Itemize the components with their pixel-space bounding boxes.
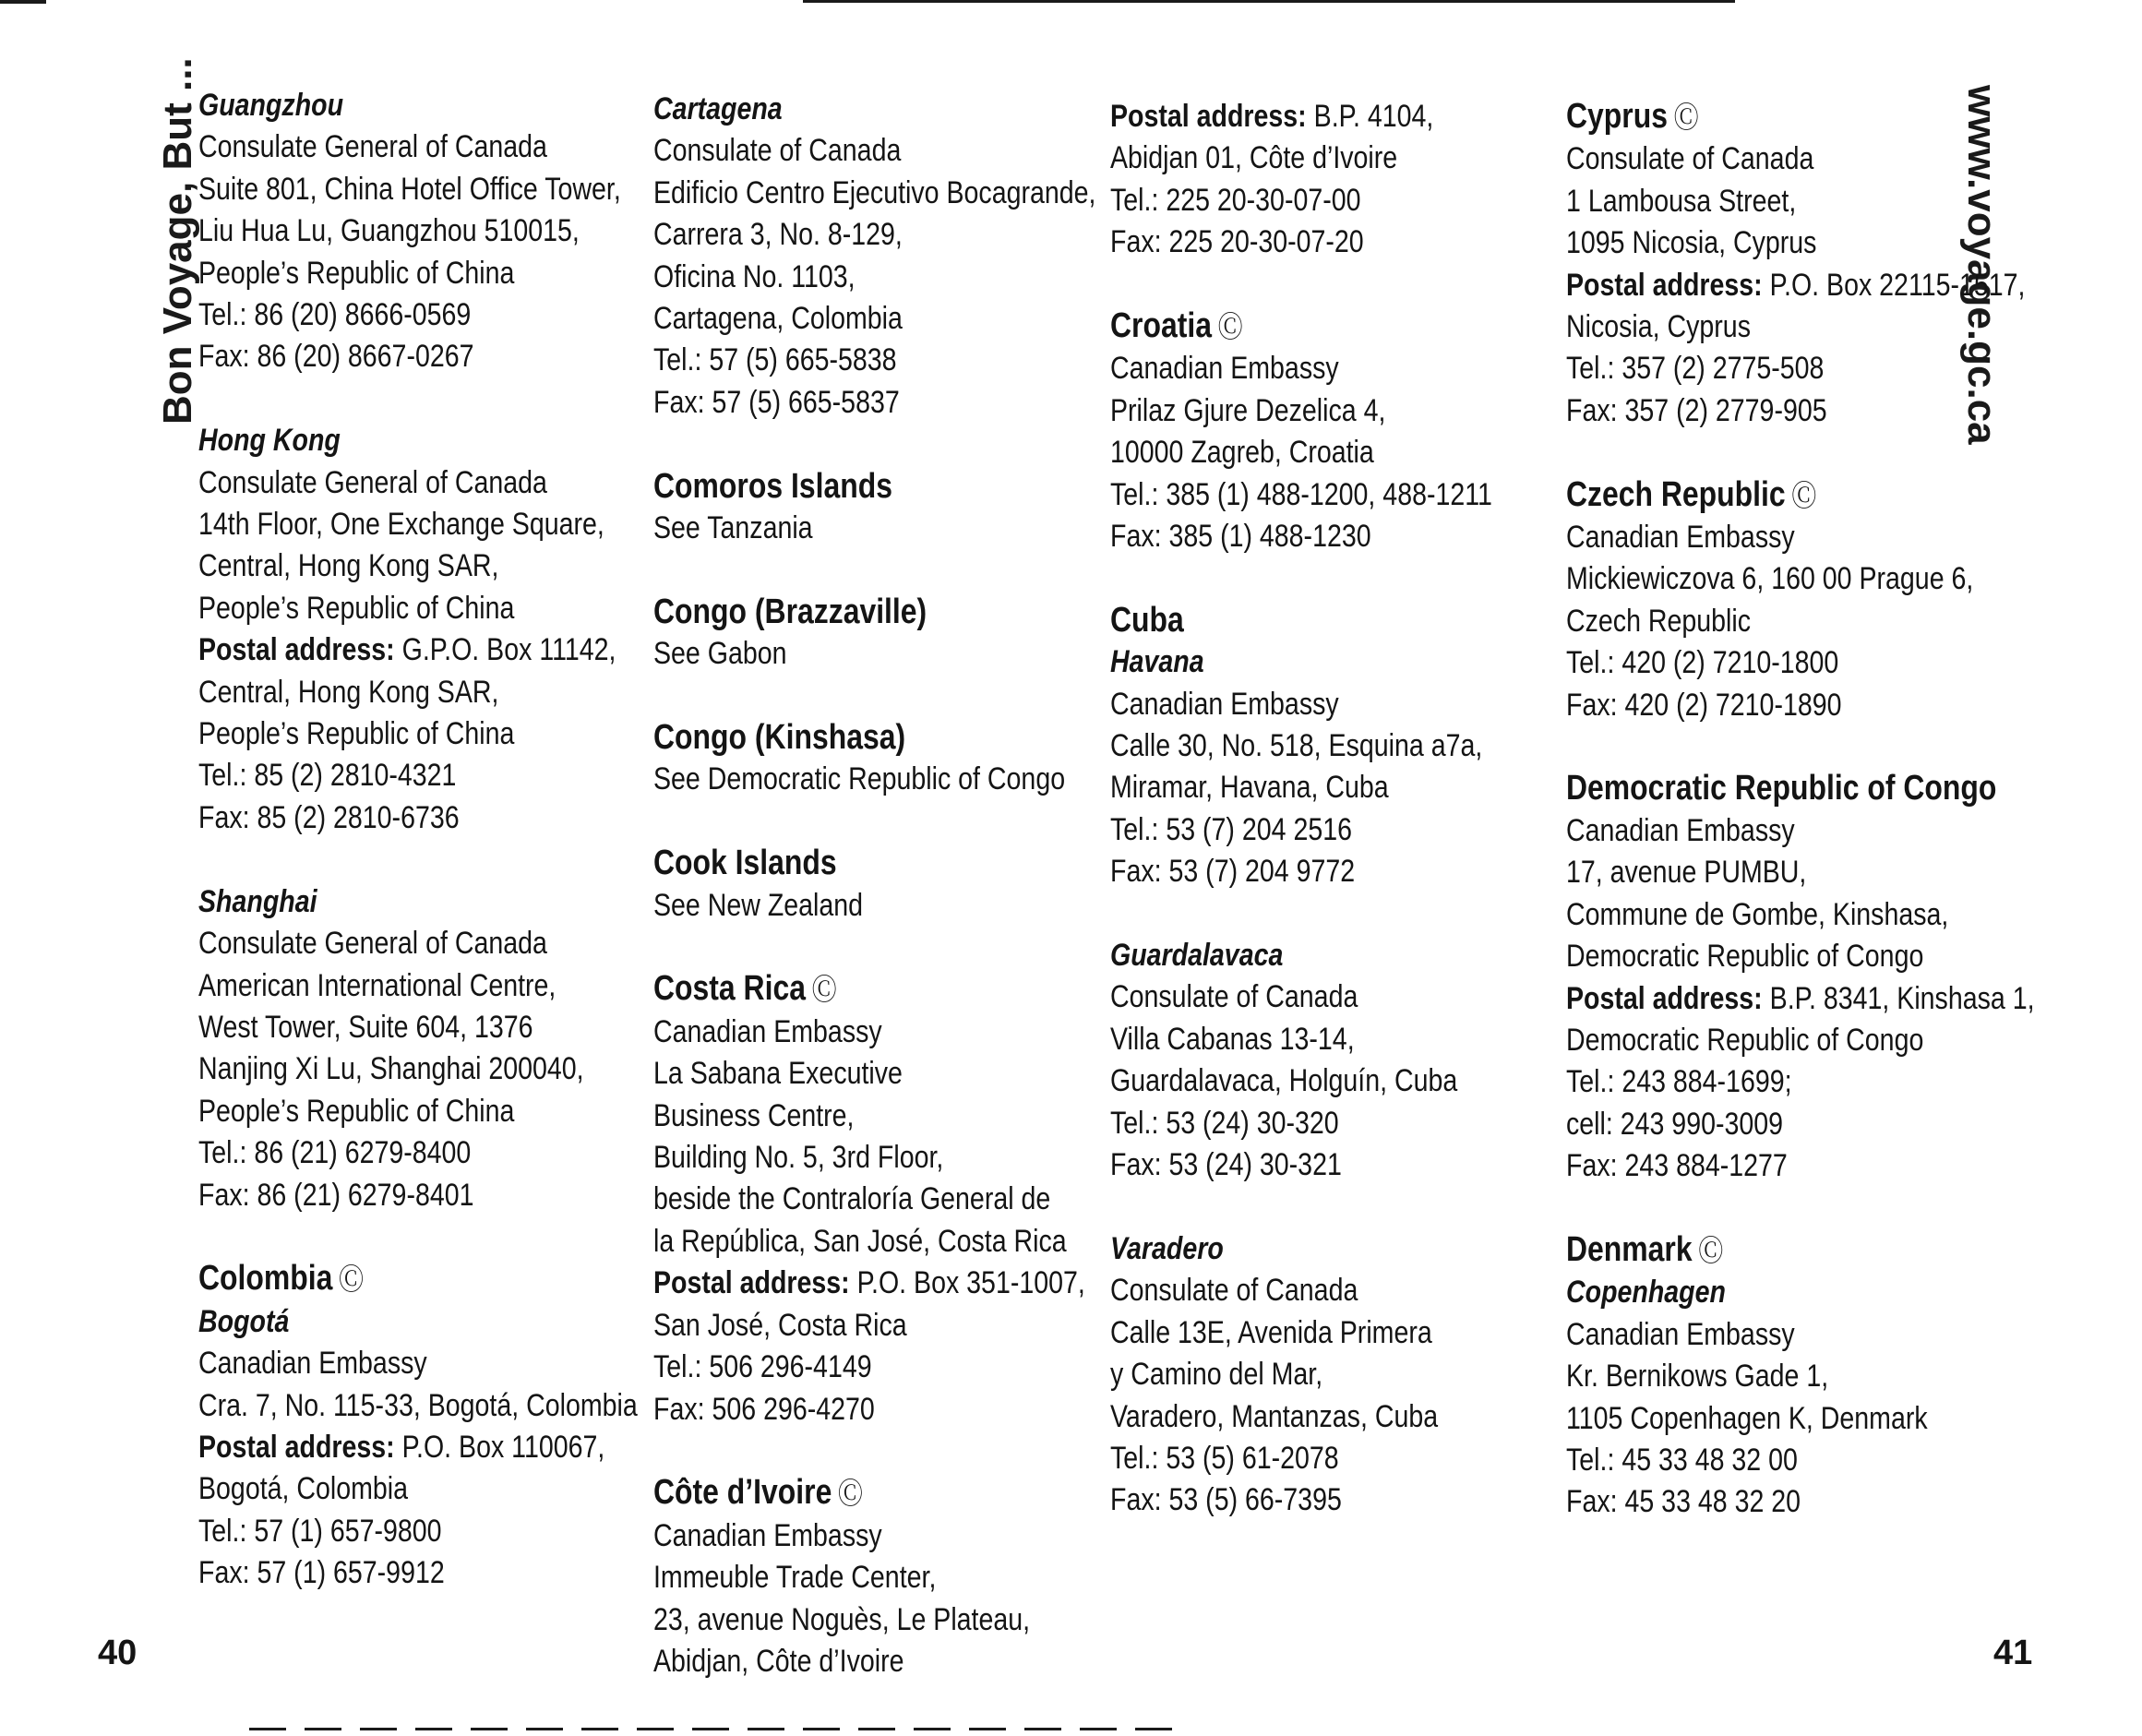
country-name: Denmark bbox=[1566, 1229, 1693, 1269]
address-line: Calle 30, No. 518, Esquina a7a, bbox=[1110, 728, 1483, 764]
address-line: Immeuble Trade Center, bbox=[653, 1560, 937, 1596]
address-line: Fax: 53 (7) 204 9772 bbox=[1110, 854, 1356, 890]
address-line: Fax: 225 20-30-07-20 bbox=[1110, 224, 1364, 260]
postal-address-line bbox=[198, 629, 616, 671]
page-number-right: 41 bbox=[1993, 1634, 2033, 1672]
address-line: Tel.: 53 (24) 30-320 bbox=[1110, 1105, 1339, 1141]
address-line: Fax: 85 (2) 2810-6736 bbox=[198, 799, 460, 835]
postal-address-value: P.O. Box 351-1007, bbox=[849, 1265, 1085, 1301]
address-line: See New Zealand bbox=[653, 887, 864, 923]
country-name: Congo (Kinshasa) bbox=[653, 718, 906, 758]
column-2 bbox=[653, 89, 1096, 1682]
spacer bbox=[653, 927, 1018, 968]
country-name: Costa Rica bbox=[653, 969, 806, 1009]
address-line: Liu Hua Lu, Guangzhou 510015, bbox=[198, 213, 580, 249]
address-line: Canadian Embassy bbox=[653, 1013, 882, 1049]
country-heading bbox=[1566, 768, 1997, 809]
column-4 bbox=[1566, 96, 2035, 1524]
country-heading bbox=[198, 1258, 563, 1300]
address-line: 14th Floor, One Exchange Square, bbox=[198, 507, 604, 543]
address-line: Fax: 57 (1) 657-9912 bbox=[198, 1555, 445, 1591]
city-heading: Guangzhou bbox=[198, 88, 344, 123]
address-line: 1105 Copenhagen K, Denmark bbox=[1566, 1400, 1928, 1436]
country-name: Croatia bbox=[1110, 306, 1212, 346]
country-name: Cyprus bbox=[1566, 97, 1668, 136]
consular-services-icon: Ⓒ bbox=[811, 973, 837, 1007]
address-line: Consulate General of Canada bbox=[198, 464, 547, 500]
spacer bbox=[1566, 432, 1931, 473]
address-line: Consulate General of Canada bbox=[198, 129, 547, 165]
country-heading bbox=[1110, 305, 1475, 348]
address-line: Central, Hong Kong SAR, bbox=[198, 674, 499, 710]
address-line: Cra. 7, No. 115-33, Bogotá, Colombia bbox=[198, 1387, 638, 1423]
city-heading: Hong Kong bbox=[198, 423, 341, 459]
country-heading bbox=[1110, 600, 1475, 641]
address-line: Fax: 357 (2) 2779-905 bbox=[1566, 392, 1827, 428]
city-heading: Varadero bbox=[1110, 1230, 1224, 1266]
address-line: Tel.: 53 (5) 61-2078 bbox=[1110, 1440, 1339, 1476]
address-line: Tel.: 53 (7) 204 2516 bbox=[1110, 811, 1352, 847]
spacer bbox=[1110, 893, 1475, 935]
country-heading bbox=[653, 968, 1018, 1011]
address-line: Bogotá, Colombia bbox=[198, 1471, 409, 1507]
address-line: beside the Contraloría General de bbox=[653, 1181, 1051, 1217]
postal-address-label: Postal address: bbox=[1566, 980, 1763, 1016]
address-line: People’s Republic of China bbox=[198, 1093, 515, 1129]
address-line: 23, avenue Noguès, Le Plateau, bbox=[653, 1601, 1031, 1637]
address-line: Abidjan 01, Côte d’Ivoire bbox=[1110, 140, 1398, 176]
spacer bbox=[1566, 1188, 1931, 1229]
spacer bbox=[653, 549, 1018, 591]
address-line: Tel.: 225 20-30-07-00 bbox=[1110, 182, 1361, 218]
address-line: Tel.: 57 (5) 665-5838 bbox=[653, 342, 897, 378]
address-line: Tel.: 57 (1) 657-9800 bbox=[198, 1513, 442, 1549]
top-rule bbox=[803, 0, 1735, 3]
city-heading: Cartagena bbox=[653, 91, 783, 126]
city-heading: Guardalavaca bbox=[1110, 938, 1284, 974]
address-line: Varadero, Mantanzas, Cuba bbox=[1110, 1398, 1439, 1434]
country-heading bbox=[653, 1472, 1018, 1515]
address-line: Fax: 45 33 48 32 20 bbox=[1566, 1484, 1801, 1520]
address-line: Tel.: 85 (2) 2810-4321 bbox=[198, 758, 457, 794]
address-line: Fax: 53 (24) 30-321 bbox=[1110, 1147, 1342, 1183]
postal-address-value: B.P. 8341, Kinshasa 1, bbox=[1762, 980, 2035, 1016]
address-line: Consulate of Canada bbox=[1566, 141, 1814, 177]
address-line: Czech Republic bbox=[1566, 603, 1752, 639]
address-line: Business Centre, bbox=[653, 1097, 855, 1133]
postal-address-value: G.P.O. Box 11142, bbox=[394, 632, 616, 668]
address-line: 1 Lambousa Street, bbox=[1566, 183, 1797, 219]
postal-address-line bbox=[1110, 96, 1475, 138]
postal-address-line bbox=[1566, 265, 2026, 306]
address-line: la República, San José, Costa Rica bbox=[653, 1223, 1067, 1259]
country-name: Cuba bbox=[1110, 600, 1184, 640]
postal-address-value: P.O. Box 22115-1517, bbox=[1762, 267, 2026, 303]
country-name: Colombia bbox=[198, 1259, 333, 1299]
address-line: Canadian Embassy bbox=[1566, 812, 1795, 848]
address-line: Fax: 57 (5) 665-5837 bbox=[653, 384, 900, 420]
postal-address-label: Postal address: bbox=[198, 1429, 395, 1465]
address-line: Miramar, Havana, Cuba bbox=[1110, 770, 1389, 806]
address-line: 10000 Zagreb, Croatia bbox=[1110, 435, 1374, 471]
postal-address-value: P.O. Box 110067, bbox=[394, 1429, 605, 1465]
address-line: Canadian Embassy bbox=[198, 1346, 427, 1382]
consular-services-icon: Ⓒ bbox=[1673, 101, 1699, 134]
page-number-left: 40 bbox=[98, 1634, 138, 1672]
country-name: Côte d’Ivoire bbox=[653, 1473, 832, 1513]
postal-address-label: Postal address: bbox=[1566, 267, 1763, 303]
address-line: People’s Republic of China bbox=[198, 590, 515, 626]
spacer bbox=[653, 1431, 1018, 1472]
postal-address-line bbox=[653, 1263, 1085, 1304]
spacer bbox=[198, 378, 563, 420]
address-line: Consulate of Canada bbox=[1110, 979, 1358, 1015]
address-line: Fax: 243 884-1277 bbox=[1566, 1148, 1788, 1184]
address-line: Edificio Centro Ejecutivo Bocagrande, bbox=[653, 174, 1096, 210]
bottom-rule bbox=[249, 1728, 1172, 1730]
country-name: Cook Islands bbox=[653, 844, 837, 883]
address-line: Canadian Embassy bbox=[1110, 686, 1339, 722]
running-title-left: Bon Voyage, But ... bbox=[155, 57, 200, 425]
address-line: People’s Republic of China bbox=[198, 255, 515, 291]
address-line: Fax: 385 (1) 488-1230 bbox=[1110, 519, 1371, 555]
address-line: Nicosia, Cyprus bbox=[1566, 309, 1751, 345]
address-line: People’s Republic of China bbox=[198, 716, 515, 752]
address-line: West Tower, Suite 604, 1376 bbox=[198, 1009, 533, 1045]
spacer bbox=[653, 424, 1018, 465]
postal-address-line bbox=[198, 1427, 605, 1468]
address-line: Consulate General of Canada bbox=[198, 926, 547, 962]
address-line: Prilaz Gjure Dezelica 4, bbox=[1110, 392, 1386, 428]
address-line: Canadian Embassy bbox=[1110, 351, 1339, 387]
spacer bbox=[1110, 264, 1475, 305]
address-line: Fax: 53 (5) 66-7395 bbox=[1110, 1482, 1342, 1518]
address-line: Building No. 5, 3rd Floor, bbox=[653, 1140, 944, 1176]
address-line: Central, Hong Kong SAR, bbox=[198, 548, 499, 584]
address-line: Tel.: 86 (20) 8666-0569 bbox=[198, 297, 472, 333]
country-heading bbox=[1566, 474, 1931, 517]
city-heading: Shanghai bbox=[198, 883, 317, 919]
address-line: San José, Costa Rica bbox=[653, 1307, 907, 1343]
address-line: Tel.: 243 884-1699; bbox=[1566, 1064, 1792, 1100]
spacer bbox=[198, 1216, 563, 1258]
country-heading bbox=[1566, 1229, 1931, 1272]
country-name: Democratic Republic of Congo bbox=[1566, 769, 1997, 808]
consular-services-icon: Ⓒ bbox=[339, 1263, 365, 1297]
consular-services-icon: Ⓒ bbox=[838, 1477, 863, 1511]
address-line: Tel.: 357 (2) 2775-508 bbox=[1566, 351, 1825, 387]
consular-services-icon: Ⓒ bbox=[1698, 1233, 1724, 1267]
postal-address-line bbox=[1566, 978, 2035, 1020]
spacer bbox=[653, 801, 1018, 843]
address-line: Abidjan, Côte d’Ivoire bbox=[653, 1643, 904, 1679]
address-line: Consulate of Canada bbox=[1110, 1273, 1358, 1309]
address-line: Nanjing Xi Lu, Shanghai 200040, bbox=[198, 1051, 584, 1087]
postal-address-value: B.P. 4104, bbox=[1306, 99, 1434, 134]
address-line: Democratic Republic of Congo bbox=[1566, 1022, 1924, 1058]
address-line: Tel.: 86 (21) 6279-8400 bbox=[198, 1135, 472, 1171]
consular-services-icon: Ⓒ bbox=[1217, 310, 1243, 344]
address-line: y Camino del Mar, bbox=[1110, 1357, 1323, 1393]
country-heading bbox=[653, 592, 1018, 633]
country-heading bbox=[653, 717, 1018, 759]
address-line: Cartagena, Colombia bbox=[653, 301, 903, 337]
address-line: Commune de Gombe, Kinshasa, bbox=[1566, 896, 1949, 932]
address-line: Democratic Republic of Congo bbox=[1566, 939, 1924, 975]
address-line: Tel.: 506 296-4149 bbox=[653, 1349, 872, 1385]
address-line: Canadian Embassy bbox=[1566, 1316, 1795, 1352]
country-name: Comoros Islands bbox=[653, 466, 892, 506]
address-line: Canadian Embassy bbox=[653, 1517, 882, 1553]
spacer bbox=[1110, 1187, 1475, 1228]
address-line: Fax: 420 (2) 7210-1890 bbox=[1566, 687, 1842, 723]
city-heading: Bogotá bbox=[198, 1303, 290, 1339]
spacer bbox=[1566, 726, 1931, 768]
country-name: Czech Republic bbox=[1566, 474, 1786, 514]
column-1 bbox=[198, 85, 638, 1595]
address-line: American International Centre, bbox=[198, 967, 556, 1003]
address-line: Tel.: 385 (1) 488-1200, 488-1211 bbox=[1110, 476, 1492, 512]
postal-address-label: Postal address: bbox=[653, 1265, 850, 1301]
address-line: cell: 243 990-3009 bbox=[1566, 1106, 1784, 1142]
address-line: Kr. Bernikows Gade 1, bbox=[1566, 1359, 1829, 1395]
address-line: Mickiewiczova 6, 160 00 Prague 6, bbox=[1566, 561, 1974, 597]
address-line: See Tanzania bbox=[653, 510, 813, 546]
address-line: 1095 Nicosia, Cyprus bbox=[1566, 225, 1817, 261]
address-line: Villa Cabanas 13-14, bbox=[1110, 1021, 1355, 1057]
city-heading: Copenhagen bbox=[1566, 1275, 1726, 1311]
address-line: Suite 801, China Hotel Office Tower, bbox=[198, 171, 621, 207]
running-title-right: www.voyage.gc.ca bbox=[1959, 85, 2004, 445]
postal-address-label: Postal address: bbox=[1110, 99, 1307, 134]
country-heading bbox=[653, 843, 1018, 884]
column-3 bbox=[1110, 96, 1544, 1522]
address-line: Consulate of Canada bbox=[653, 133, 902, 169]
address-line: Calle 13E, Avenida Primera bbox=[1110, 1314, 1432, 1350]
corner-rule bbox=[0, 0, 46, 4]
address-line: Carrera 3, No. 8-129, bbox=[653, 217, 903, 253]
address-line: Tel.: 45 33 48 32 00 bbox=[1566, 1442, 1798, 1478]
country-name: Congo (Brazzaville) bbox=[653, 592, 927, 631]
address-line: Canadian Embassy bbox=[1566, 520, 1795, 556]
address-line: Tel.: 420 (2) 7210-1800 bbox=[1566, 645, 1839, 681]
address-line: Fax: 506 296-4270 bbox=[653, 1391, 875, 1427]
spacer bbox=[653, 676, 1018, 717]
address-line: La Sabana Executive bbox=[653, 1056, 903, 1092]
country-heading bbox=[1566, 96, 1931, 138]
spacer bbox=[198, 839, 563, 880]
address-line: See Gabon bbox=[653, 636, 787, 672]
consular-services-icon: Ⓒ bbox=[1791, 478, 1817, 512]
address-line: Fax: 86 (21) 6279-8401 bbox=[198, 1177, 474, 1213]
city-heading: Havana bbox=[1110, 644, 1204, 680]
postal-address-label: Postal address: bbox=[198, 632, 395, 668]
address-line: Oficina No. 1103, bbox=[653, 258, 856, 294]
country-heading bbox=[653, 466, 1018, 508]
address-line: See Democratic Republic of Congo bbox=[653, 761, 1066, 797]
spacer bbox=[1110, 557, 1475, 599]
address-line: 17, avenue PUMBU, bbox=[1566, 855, 1807, 891]
address-line: Fax: 86 (20) 8667-0267 bbox=[198, 339, 474, 375]
address-line: Guardalavaca, Holguín, Cuba bbox=[1110, 1063, 1458, 1099]
